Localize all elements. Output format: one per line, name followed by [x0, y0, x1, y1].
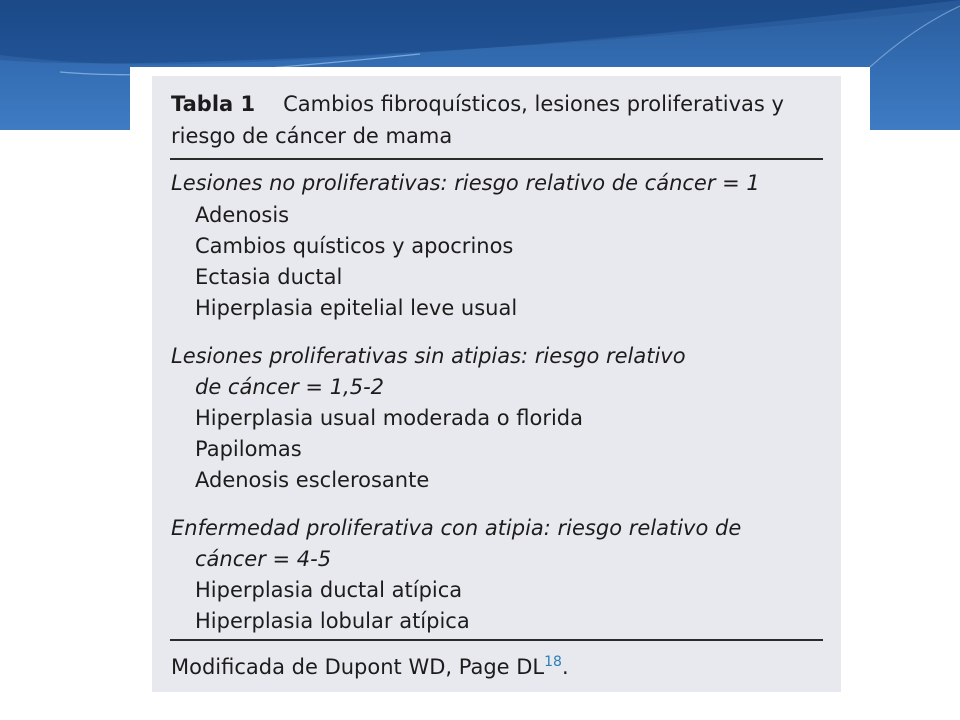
group-heading-continued: cáncer = 4-5 — [195, 547, 332, 571]
group-heading-continued: de cáncer = 1,5-2 — [195, 375, 385, 399]
group-heading: Lesiones no proliferativas: riesgo relativo de cáncer = 1 — [171, 171, 760, 195]
list-item: Papilomas — [195, 437, 302, 461]
list-item: Cambios quísticos y apocrinos — [195, 234, 514, 258]
table-1-card — [152, 76, 841, 692]
top-rule — [170, 158, 823, 160]
list-item: Adenosis — [195, 203, 290, 227]
list-item: Hiperplasia usual moderada o florida — [195, 406, 583, 430]
footnote-reference[interactable]: 18 — [544, 654, 562, 670]
bottom-rule — [170, 639, 823, 641]
list-item: Adenosis esclerosante — [195, 468, 430, 492]
table-title-line1: Cambios fibroquísticos, lesiones proliferativas y — [283, 92, 784, 116]
table-caption — [171, 88, 831, 152]
footnote-text: Modificada de Dupont WD, Page DL — [171, 655, 545, 679]
list-item: Hiperplasia lobular atípica — [195, 609, 470, 633]
table-footnote — [171, 652, 569, 682]
group-heading: Enfermedad proliferativa con atipia: riesgo relativo de — [171, 516, 742, 540]
list-item: Hiperplasia ductal atípica — [195, 578, 463, 602]
table-label: Tabla 1 — [171, 92, 256, 116]
list-item: Ectasia ductal — [195, 265, 343, 289]
group-heading: Lesiones proliferativas sin atipias: riesgo relativo — [171, 344, 686, 368]
list-item: Hiperplasia epitelial leve usual — [195, 296, 518, 320]
footnote-end: . — [561, 655, 569, 679]
table-title-line2: riesgo de cáncer de mama — [171, 124, 453, 148]
